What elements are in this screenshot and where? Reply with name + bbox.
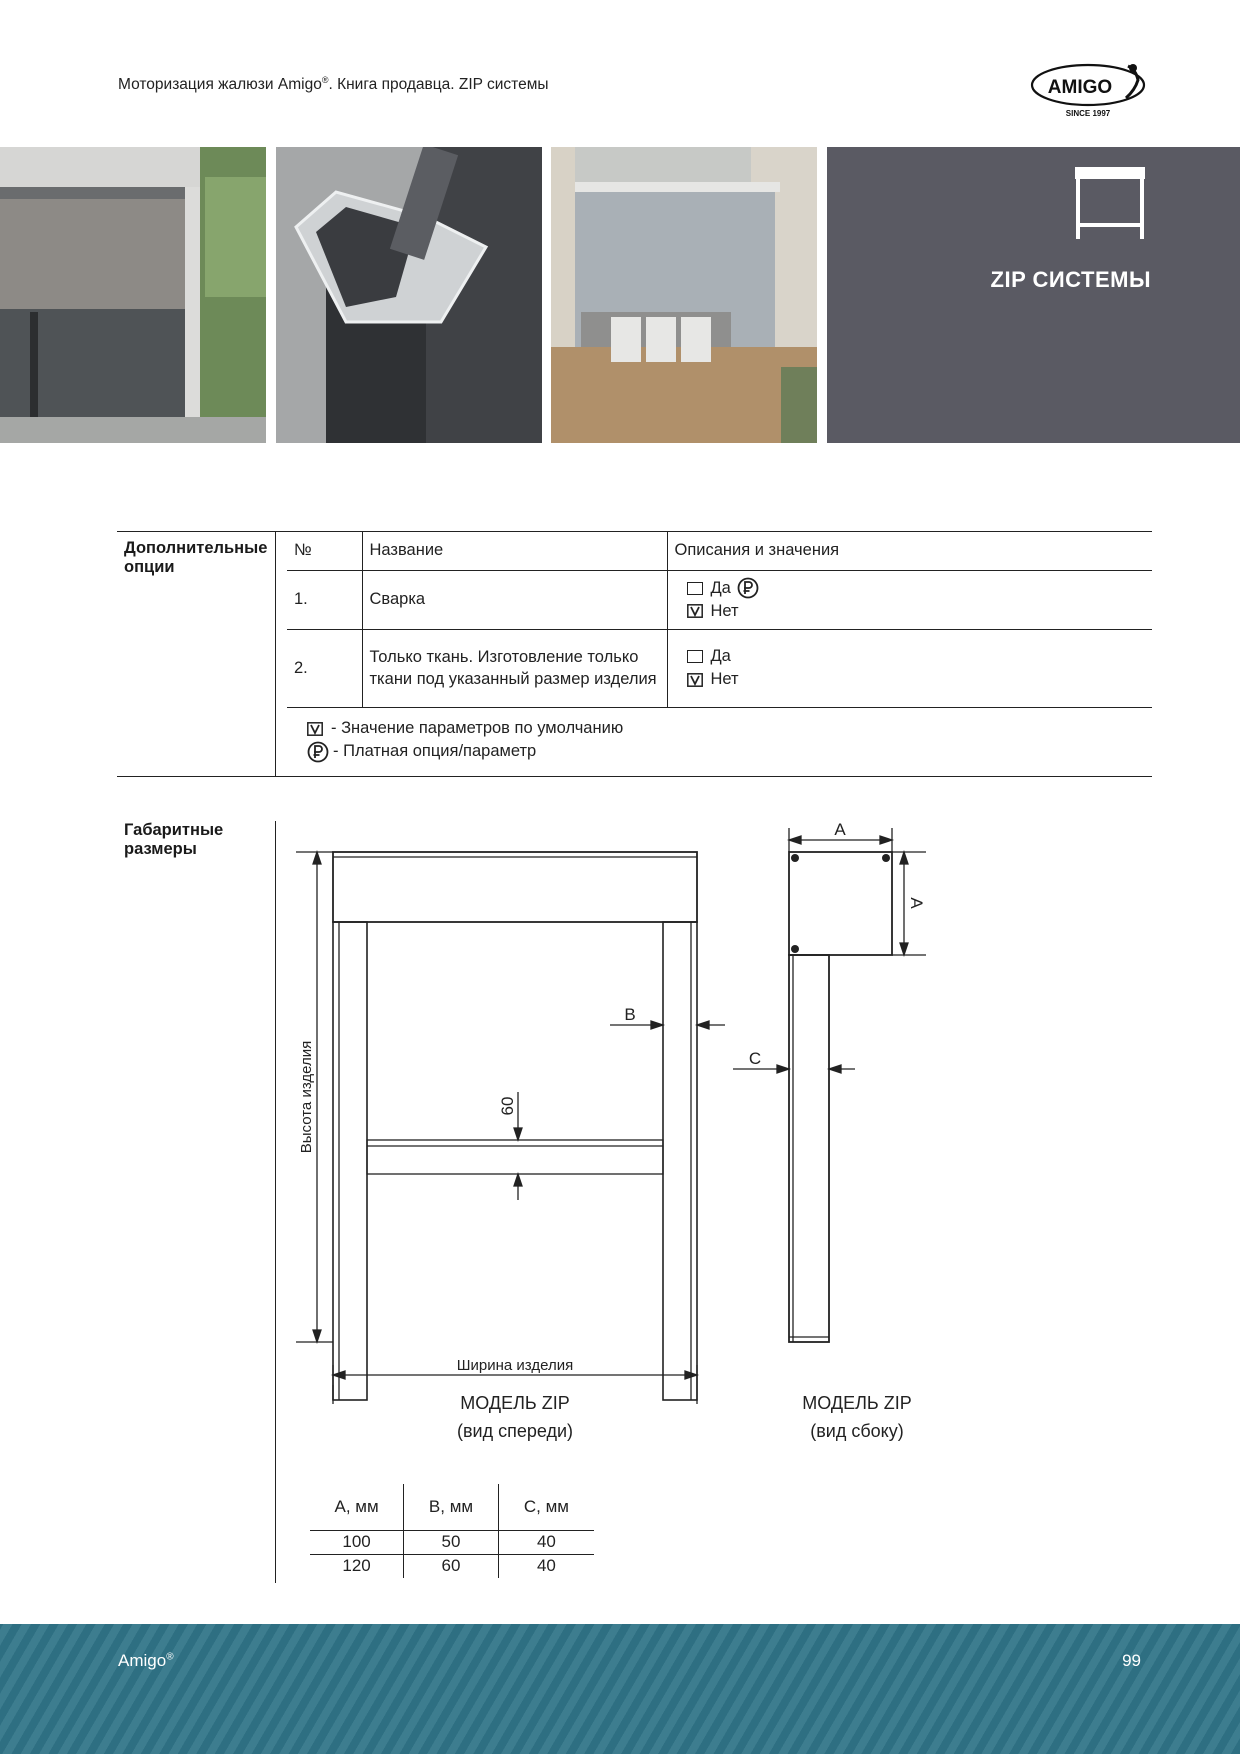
col-header-num: № (287, 532, 362, 570)
legend-paid-text: - Платная опция/параметр (333, 742, 537, 760)
option-no-label: Нет (710, 601, 739, 620)
options-section-label: Дополнительные опции (124, 539, 268, 576)
cell-c: 40 (498, 1554, 594, 1578)
side-caption-line-1: МОДЕЛЬ ZIP (802, 1393, 912, 1413)
hero-title: ZIP СИСТЕМЫ (990, 267, 1151, 292)
cell-b: 60 (404, 1554, 499, 1578)
cell-c: 40 (498, 1530, 594, 1554)
zip-system-icon (1071, 165, 1149, 243)
amigo-logo (1030, 60, 1155, 130)
c-label: C (748, 1049, 762, 1068)
front-view-caption (415, 1389, 615, 1445)
row-name: Сварка (362, 570, 667, 629)
table-row (287, 570, 1152, 629)
ruble-paid-icon (737, 577, 759, 599)
table-row (310, 1530, 594, 1554)
b-label: B (624, 1005, 636, 1024)
hero-title-box (827, 147, 1240, 443)
col-header-name: Название (362, 532, 667, 570)
dimensions-table (310, 1484, 594, 1578)
front-caption-line-2: (вид спереди) (456, 1421, 574, 1441)
checkbox-no-checked[interactable] (687, 673, 703, 687)
table-row (287, 629, 1152, 707)
front-caption-line-1: МОДЕЛЬ ZIP (460, 1393, 570, 1413)
cell-a: 120 (310, 1554, 404, 1578)
row-values (667, 629, 1152, 707)
col-header-b: B, мм (404, 1484, 499, 1530)
footer-brand-name: Amigo (118, 1651, 167, 1670)
photo-strip (0, 147, 1240, 443)
photo-profile-detail (276, 147, 542, 443)
option-yes-label: Да (710, 578, 731, 597)
sixty-label: 60 (498, 1096, 517, 1116)
checkbox-yes[interactable] (687, 582, 703, 595)
document-header (118, 75, 549, 94)
side-caption-line-2: (вид сбоку) (810, 1421, 904, 1441)
a-vertical-label: A (907, 897, 926, 909)
logo-since: SINCE 1997 (1065, 109, 1111, 118)
width-label: Ширина изделия (456, 1357, 574, 1374)
dimensions-section-label: Габаритные размеры (124, 821, 224, 858)
dimensions-divider (275, 821, 276, 1583)
a-horizontal-label: A (834, 820, 846, 839)
row-name: Только ткань. Изготовление только ткани под указанный размер изделия (362, 629, 667, 707)
height-label: Высота изделия (298, 1040, 315, 1154)
page-number: 99 (1122, 1651, 1141, 1670)
dimension-drawing (290, 810, 950, 1450)
option-yes-label: Да (710, 647, 731, 665)
checkbox-no-checked[interactable] (687, 604, 703, 618)
photo-terrace (551, 147, 817, 443)
col-header-a: A, мм (310, 1484, 404, 1530)
ruble-paid-icon (307, 741, 329, 763)
header-reg-mark: ® (321, 75, 329, 85)
header-title-rest: . Книга продавца. ZIP системы (328, 76, 549, 94)
col-header-c: C, мм (498, 1484, 594, 1530)
legend-default-text: - Значение параметров по умолчанию (331, 719, 624, 737)
row-num: 1. (287, 570, 362, 629)
options-divider (275, 532, 276, 776)
checkbox-yes[interactable] (687, 650, 703, 663)
footer-brand (118, 1651, 174, 1671)
cell-a: 100 (310, 1530, 404, 1554)
cell-b: 50 (404, 1530, 499, 1554)
default-checkbox-icon (307, 722, 323, 736)
col-header-desc: Описания и значения (667, 532, 1152, 570)
option-no-label: Нет (710, 670, 739, 688)
page-footer (0, 1624, 1240, 1754)
row-num: 2. (287, 629, 362, 707)
table-row (310, 1554, 594, 1578)
options-legend (307, 717, 623, 763)
footer-reg-mark: ® (166, 1651, 174, 1663)
row-values (667, 570, 1152, 629)
header-title: Моторизация жалюзи Amigo (118, 76, 322, 94)
side-view-caption (757, 1389, 957, 1445)
photo-building-screen (0, 147, 266, 443)
options-section (117, 531, 1152, 777)
options-table (287, 532, 1152, 708)
logo-name: AMIGO (1047, 77, 1113, 98)
